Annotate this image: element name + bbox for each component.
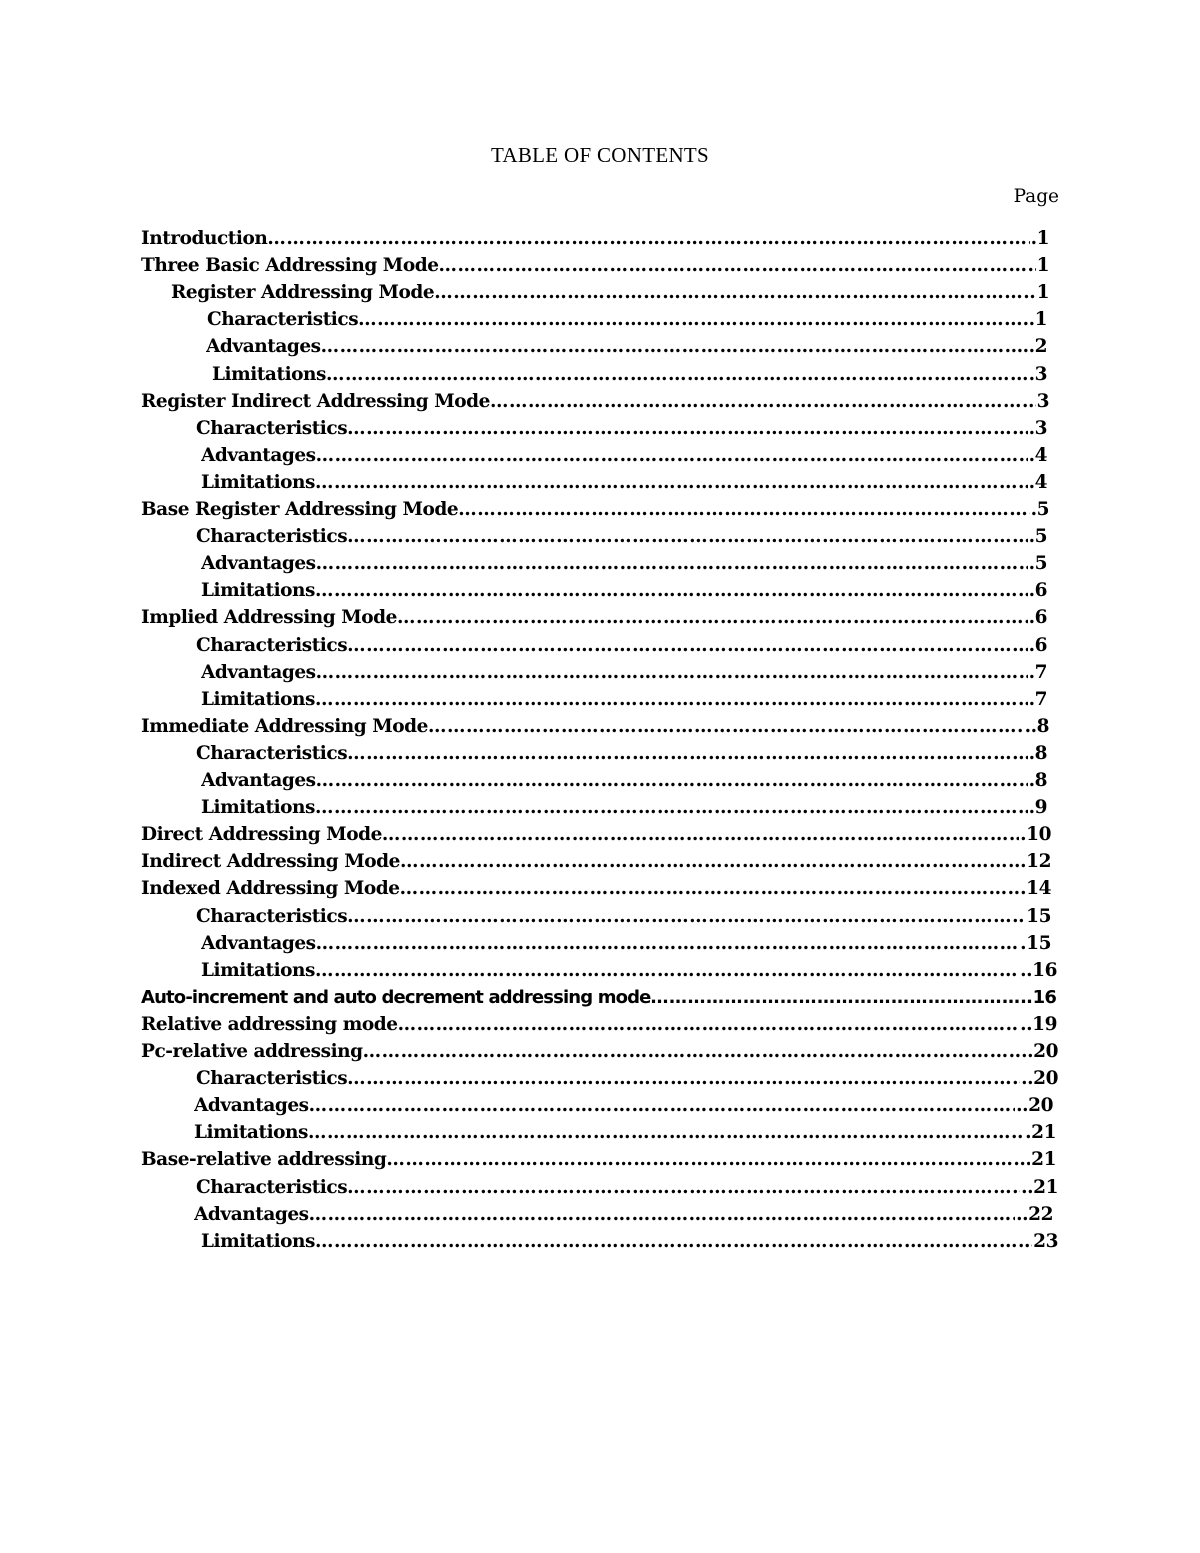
- toc-entry-page-number: .15: [1020, 932, 1051, 954]
- toc-entry: [212, 364, 1047, 391]
- toc-entry: [141, 255, 1049, 282]
- toc-entry-page-number: .9: [1028, 797, 1047, 819]
- toc-dot-leader: [397, 607, 1028, 628]
- toc-entry-page-number: .6: [1028, 607, 1047, 629]
- toc-entry-page-number: ..2: [1022, 336, 1047, 358]
- toc-dot-leader: [651, 987, 1032, 1008]
- toc-entry-label: Characteristics: [196, 1068, 348, 1090]
- toc-entry-label: Advantages: [201, 553, 316, 575]
- toc-entry: [201, 472, 1047, 499]
- toc-dot-leader: [458, 499, 1029, 520]
- toc-dot-leader: [321, 336, 1022, 357]
- toc-entry-label: Characteristics: [196, 634, 348, 656]
- toc-dot-leader: [315, 689, 1028, 710]
- toc-entry-page-number: 3: [1036, 390, 1049, 412]
- page-title: TABLE OF CONTENTS: [490, 143, 710, 167]
- toc-entry-label: Advantages: [201, 444, 316, 466]
- toc-dot-leader: [439, 255, 1036, 276]
- toc-entry-label: Indirect Addressing Mode: [141, 851, 400, 873]
- toc-entry-label: Characteristics: [196, 417, 348, 439]
- toc-entry-label: Characteristics: [196, 526, 348, 548]
- toc-entry: [171, 282, 1049, 309]
- toc-entry: [196, 1177, 1058, 1204]
- toc-dot-leader: [398, 1014, 1020, 1035]
- toc-entry-label: Characteristics: [196, 742, 348, 764]
- toc-entry-label: Characteristics: [207, 309, 359, 331]
- toc-dot-leader: [316, 933, 1020, 954]
- toc-entry: [141, 499, 1049, 526]
- toc-dot-leader: [358, 309, 1021, 330]
- toc-dot-leader: [308, 1122, 1024, 1143]
- toc-entry-label: Advantages: [206, 336, 321, 358]
- toc-entry: [196, 418, 1047, 445]
- toc-dot-leader: [326, 364, 1028, 385]
- toc-entry-page-number: .21: [1025, 1122, 1056, 1144]
- toc-entry-label: Advantages: [201, 932, 316, 954]
- toc-entry-page-number: 15: [1026, 905, 1051, 927]
- toc-dot-leader: [315, 1231, 1032, 1252]
- toc-entry-page-number: .14: [1020, 878, 1051, 900]
- toc-entry-label: Relative addressing mode: [141, 1013, 398, 1035]
- toc-entry-page-number: .6: [1028, 580, 1047, 602]
- toc-entry-label: Advantages: [201, 661, 316, 683]
- toc-dot-leader: [347, 906, 1025, 927]
- toc-entry-page-number: .5: [1030, 499, 1049, 520]
- toc-entry: [194, 1122, 1056, 1149]
- toc-entry: [201, 797, 1047, 824]
- toc-dot-leader: [315, 472, 1028, 493]
- toc-entry-label: Limitations: [201, 471, 315, 493]
- toc-entry-page-number: .4: [1028, 471, 1047, 493]
- toc-entry: [201, 580, 1047, 607]
- toc-entry-label: Limitations: [201, 1230, 315, 1252]
- toc-entry-page-number: .12: [1020, 851, 1051, 873]
- toc-entry-label: Advantages: [201, 770, 316, 791]
- toc-entry-page-number: .8: [1028, 742, 1047, 764]
- toc-entry-page-number: ..19: [1020, 1013, 1057, 1035]
- toc-entry-page-number: ..20: [1016, 1095, 1053, 1117]
- toc-entry-page-number: .6: [1028, 634, 1047, 656]
- toc-entry-page-number: .1: [1030, 228, 1049, 249]
- toc-dot-leader: [347, 635, 1027, 656]
- toc-entry: [196, 526, 1047, 553]
- toc-entry: [194, 1204, 1053, 1231]
- toc-entry-label: Implied Addressing Mode: [141, 607, 397, 629]
- toc-entry-page-number: .3: [1028, 417, 1047, 439]
- toc-entry-page-number: ..20: [1021, 1041, 1058, 1062]
- page-column-header: Page: [1013, 186, 1059, 207]
- toc-dot-leader: [347, 1177, 1020, 1198]
- toc-entry: [141, 391, 1049, 418]
- toc-entry-page-number: .3: [1028, 363, 1047, 385]
- toc-entry-page-number: ..8: [1024, 715, 1049, 737]
- toc-dot-leader: [316, 662, 1028, 683]
- toc-entry: [207, 309, 1047, 336]
- toc-entry-label: Characteristics: [196, 1176, 348, 1198]
- toc-entry: [141, 607, 1047, 634]
- toc-entry-page-number: .4: [1028, 444, 1047, 466]
- toc-entry-label: Three Basic Addressing Mode: [141, 255, 439, 277]
- toc-entry-page-number: 1: [1036, 282, 1049, 304]
- toc-dot-leader: [315, 580, 1028, 601]
- toc-entry: [196, 1068, 1058, 1095]
- toc-dot-leader: [347, 1068, 1020, 1089]
- toc-entry: [194, 1095, 1053, 1122]
- toc-dot-leader: [309, 1204, 1016, 1225]
- toc-entry: [141, 1149, 1056, 1176]
- toc-entry-label: Advantages: [194, 1095, 309, 1117]
- toc-dot-leader: [363, 1041, 1021, 1062]
- toc-dot-leader: [382, 824, 1019, 845]
- toc-entry-page-number: .7: [1028, 688, 1047, 710]
- toc-entry-page-number: 16: [1032, 986, 1056, 1008]
- toc-entry-page-number: .7: [1028, 661, 1047, 683]
- toc-entry-page-number: .10: [1020, 824, 1051, 846]
- toc-entry-page-number: ..1: [1022, 309, 1047, 331]
- toc-entry: [201, 960, 1057, 987]
- toc-entry-page-number: 23: [1033, 1230, 1058, 1252]
- toc-entry: [141, 878, 1051, 905]
- toc-entry: [196, 635, 1047, 662]
- toc-entry-page-number: ..22: [1016, 1203, 1053, 1225]
- toc-entry: [141, 824, 1051, 851]
- toc-entry-label: Characteristics: [196, 905, 348, 927]
- toc-entry: [201, 933, 1051, 960]
- toc-entry-page-number: 21: [1031, 1149, 1056, 1171]
- toc-entry-label: Limitations: [201, 797, 315, 819]
- toc-dot-leader: [347, 743, 1027, 764]
- toc-entry-label: Limitations: [201, 580, 315, 602]
- toc-dot-leader: [267, 228, 1029, 249]
- toc-entry-label: Limitations: [201, 959, 315, 981]
- toc-entry: [196, 906, 1051, 933]
- toc-entry-page-number: ..20: [1021, 1068, 1058, 1090]
- toc-entry: [141, 987, 1056, 1014]
- toc-entry-label: Limitations: [201, 688, 315, 710]
- toc-entry-label: Auto-increment and auto decrement addressing mode: [141, 986, 651, 1008]
- toc-entry: [141, 716, 1049, 743]
- toc-entry-page-number: 1: [1036, 255, 1049, 277]
- toc-entry: [141, 1041, 1058, 1068]
- toc-entry: [201, 553, 1047, 580]
- toc-entry: [141, 228, 1049, 255]
- toc-dot-leader: [316, 553, 1028, 574]
- toc-dot-leader: [400, 878, 1020, 899]
- toc-entry: [201, 1231, 1058, 1258]
- toc-dot-leader: [315, 960, 1019, 981]
- toc-entry-page-number: .5: [1028, 553, 1047, 575]
- toc-entry-label: Advantages: [194, 1203, 309, 1225]
- toc-entry-label: Limitations: [212, 363, 326, 385]
- toc-entry: [196, 743, 1047, 770]
- toc-entry: [201, 662, 1047, 689]
- toc-entry: [201, 689, 1047, 716]
- toc-entry: [201, 445, 1047, 472]
- toc-entry-label: Direct Addressing Mode: [141, 824, 382, 846]
- toc-entry-label: Base-relative addressing: [141, 1149, 387, 1171]
- toc-entry-label: Immediate Addressing Mode: [141, 715, 428, 737]
- toc-entry: [201, 770, 1047, 797]
- toc-dot-leader: [315, 797, 1028, 818]
- toc-entry: [141, 1014, 1057, 1041]
- toc-entry: [141, 851, 1051, 878]
- toc-entry-page-number: ..21: [1021, 1176, 1058, 1198]
- toc-dot-leader: [400, 851, 1019, 872]
- toc-dot-leader: [316, 445, 1028, 466]
- toc-entry-label: Pc-relative addressing: [141, 1041, 363, 1062]
- toc-dot-leader: [309, 1095, 1016, 1116]
- toc-entry-label: Base Register Addressing Mode: [141, 499, 459, 520]
- toc-dot-leader: [434, 282, 1035, 303]
- toc-entry-page-number: .8: [1028, 770, 1047, 791]
- toc-entry-page-number: .5: [1028, 526, 1047, 548]
- toc-dot-leader: [316, 770, 1028, 791]
- toc-entry: [206, 336, 1047, 363]
- toc-entry-page-number: ..16: [1020, 959, 1057, 981]
- toc-dot-leader: [347, 418, 1027, 439]
- toc-dot-leader: [347, 526, 1027, 547]
- toc-dot-leader: [428, 716, 1024, 737]
- toc-entry-label: Register Indirect Addressing Mode: [141, 390, 490, 412]
- toc-entry-label: Indexed Addressing Mode: [141, 878, 400, 900]
- toc-entry-label: Register Addressing Mode: [171, 282, 435, 304]
- toc-entry-label: Limitations: [194, 1122, 308, 1144]
- toc-entry-label: Introduction: [141, 228, 268, 249]
- toc-dot-leader: [490, 391, 1036, 412]
- toc-dot-leader: [386, 1149, 1030, 1170]
